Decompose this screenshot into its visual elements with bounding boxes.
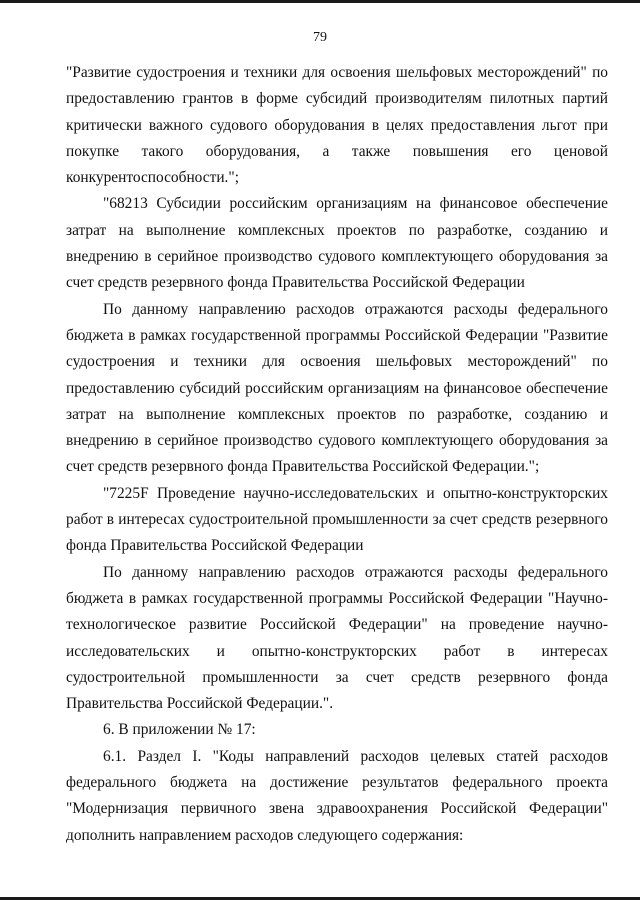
paragraph: По данному направлению расходов отражаются расходы федерального бюджета в рамках государственной программы Российской Федерации "Развитие судостроения и техники для освоения шельфовых месторождений" по предоставлению субсидий российским организациям на финансовое обеспечение затрат на выполнение комплексных проектов по разработке, созданию и внедрению в серийное производство судового комплектующего оборудования за счет средств резервного фонда Правительства Российской Федерации.";: [66, 300, 608, 476]
paragraph: 6.1. Раздел I. "Коды направлений расходов целевых статей расходов федерального бюджета на достижение результатов федерального проекта "Модернизация первичного звена здравоохранения Российской Федерации" дополнить направлением расходов следующего содержания:: [66, 747, 608, 844]
paragraph: "7225F Проведение научно-исследовательских и опытно-конструкторских работ в интересах судостроительной промышленности за счет средств резервного фонда Правительства Российской Федерации: [66, 484, 608, 555]
scan-edge-top: [0, 0, 640, 3]
paragraph: "68213 Субсидии российским организациям на финансовое обеспечение затрат на выполнение комплексных проектов по разработке, созданию и внедрению в серийное производство судового комплектующего оборудования за счет средств резервного фонда Правительства Российской Федерации: [66, 195, 608, 292]
paragraph: "Развитие судостроения и техники для освоения шельфовых месторождений" по предоставлению грантов в форме субсидий производителям пилотных партий критически важного судового оборудования в целях предоставления льгот при покупке такого оборудования, а также повышения его ценовой конкурентоспособности.";: [66, 64, 608, 187]
paragraph: По данному направлению расходов отражаются расходы федерального бюджета в рамках государственной программы Российской Федерации "Научно-технологическое развитие Российской Федерации" на проведение научно-исследовательских и опытно-конструкторских работ в интересах судостроительной промышленности за счет средств резервного фонда Правительства Российской Федерации.".: [66, 563, 608, 713]
document-body: [66, 60, 608, 849]
paragraph: 6. В приложении № 17:: [103, 721, 256, 739]
page-number: 79: [313, 30, 327, 45]
